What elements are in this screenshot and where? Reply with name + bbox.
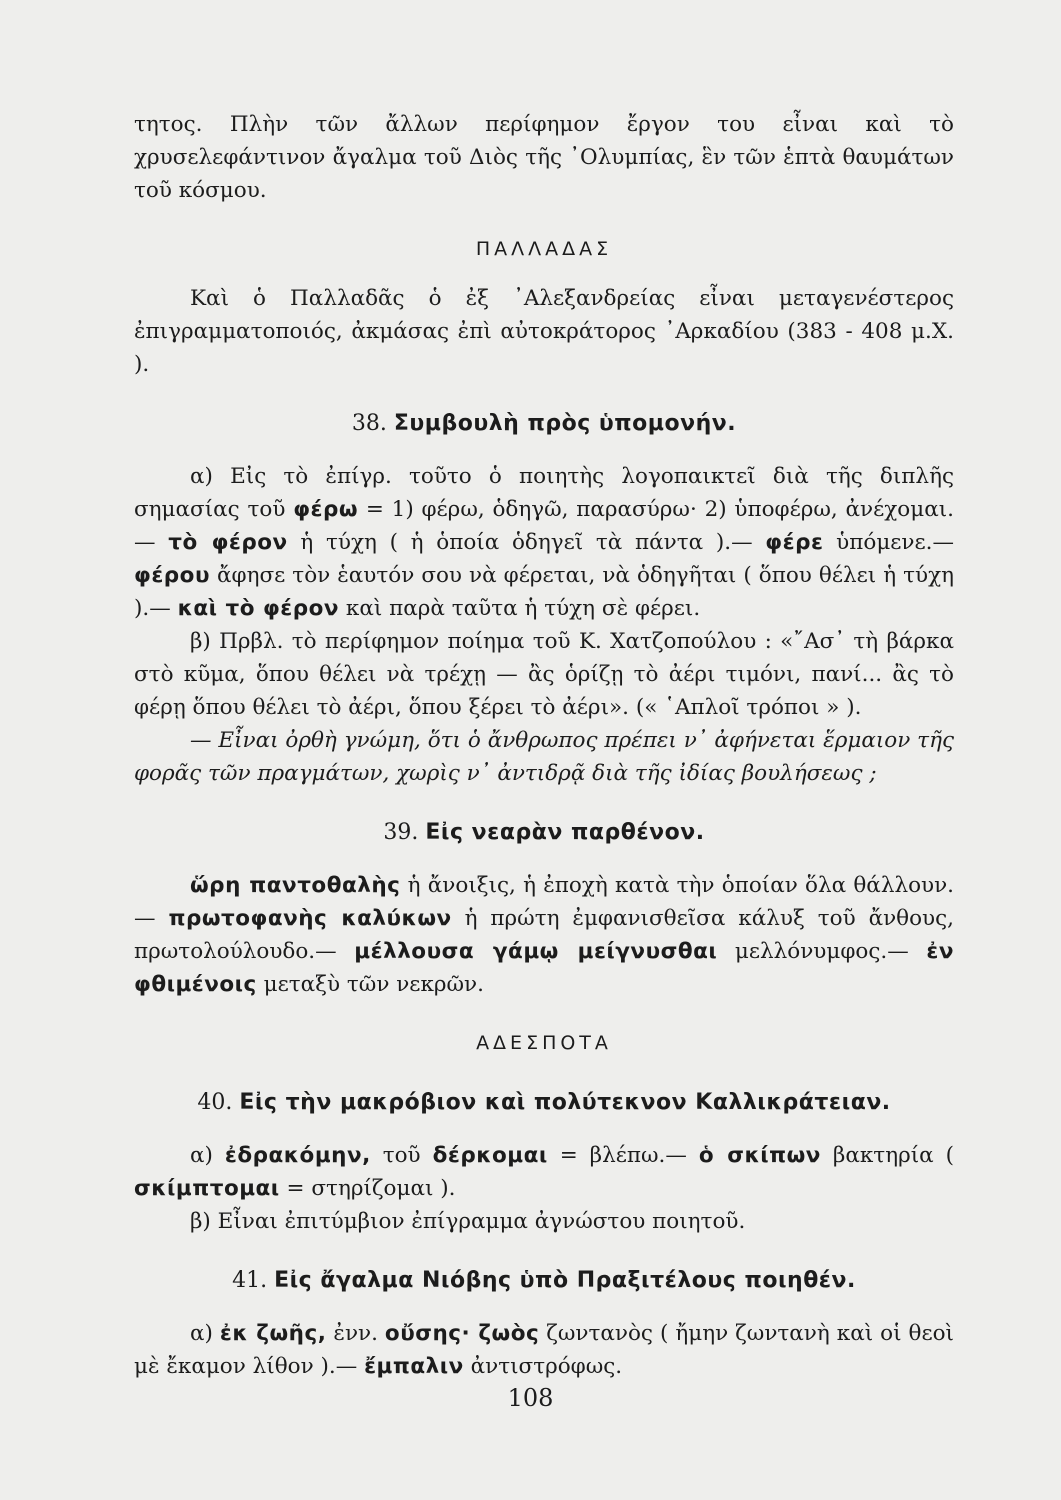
section-heading-adespota: ΑΔΕΣΠΟΤΑ — [476, 1032, 612, 1054]
note-text: ἀντιστρόφως. — [463, 1354, 623, 1379]
page-number: 108 — [507, 1384, 554, 1412]
epigram-38-title: Συμβουλὴ πρὸς ὑπομονήν. — [393, 411, 737, 436]
section-heading-pallada: ΠΑΛΛΑΔΑΣ — [475, 238, 613, 260]
note-text: βακτηρία ( — [820, 1143, 955, 1168]
lemma: δέρκομαι — [432, 1143, 548, 1168]
note-text: μεταξὺ τῶν νεκρῶν. — [256, 972, 484, 997]
epigram-41-title: Εἰς ἄγαλμα Νιόβης ὑπὸ Πραξιτέλους ποιηθέν. — [274, 1268, 856, 1293]
note-text: καὶ παρὰ ταῦτα ἡ τύχη σὲ φέρει. — [339, 596, 701, 621]
epigram-39-title: Εἰς νεαρὰν παρθένον. — [425, 820, 705, 845]
intro-paragraph: τητος. Πλὴν τῶν ἄλλων περίφημον ἔργον του εἶναι καὶ τὸ χρυσελεφάντινον ἄγαλμα τοῦ Διὸς τῆς ᾿Ολυμπίας, ἓν τῶν ἑπτὰ θαυμάτων τοῦ κόσμου. — [134, 112, 954, 203]
epigram-38-note-a — [134, 460, 954, 625]
epigram-38-note-b: β) Πρβλ. τὸ περίφημον ποίημα τοῦ Κ. Χατζοπούλου : «῎Ασ᾿ τὴ βάρκα στὸ κῦμα, ὅπου θέλει νὰ τρέχῃ — ἂς ὁρίζῃ τὸ ἀέρι τιμόνι, πανί... ἂς τὸ φέρῃ ὅπου θέλει τὸ ἀέρι, ὅπου ξέρει τὸ ἀέρι». (« ῾Απλοῖ τρόποι » ). — [134, 629, 954, 720]
epigram-41-note-a — [134, 1317, 954, 1383]
lemma: ἐδρακόμην, — [224, 1143, 371, 1168]
epigram-38-number: 38. — [351, 411, 387, 436]
lemma: φέρω — [293, 497, 359, 522]
epigram-40-heading — [134, 1086, 954, 1119]
lemma: φέρου — [134, 563, 210, 588]
lemma: ἐν φθιμένοις — [134, 939, 954, 997]
note-text: α) — [190, 1321, 220, 1346]
lemma: καὶ τὸ φέρον — [177, 596, 340, 621]
epigram-39-number: 39. — [383, 820, 419, 845]
lemma: οὔσης· ζωὸς — [384, 1321, 540, 1346]
epigram-40-note-a — [134, 1139, 954, 1205]
lemma: ὁ σκίπων — [698, 1143, 821, 1168]
note-text: = στηρίζομαι ). — [279, 1176, 456, 1201]
page-body — [134, 108, 954, 1383]
note-text: τοῦ — [370, 1143, 433, 1168]
note-text: α) Εἰς τὸ ἐπίγρ. τοῦτο ὁ ποιητὴς λογοπαικτεῖ διὰ τῆς διπλῆς σημασίας τοῦ — [134, 464, 954, 522]
epigram-41-number: 41. — [232, 1268, 268, 1293]
epigram-39-notes — [134, 869, 954, 1001]
epigram-40-note-b: β) Εἶναι ἐπιτύμβιον ἐπίγραμμα ἀγνώστου ποιητοῦ. — [190, 1209, 746, 1234]
note-text: ὑπόμενε.— — [823, 530, 954, 555]
epigram-38-question: — Εἶναι ὀρθὴ γνώμη, ὅτι ὁ ἄνθρωπος πρέπει ν᾿ ἀφήνεται ἕρμαιον τῆς φορᾶς τῶν πραγμάτων, χωρὶς ν᾿ ἀντιδρᾷ διὰ τῆς ἰδίας βουλήσεως ; — [134, 728, 954, 786]
note-text: = 1) φέρω, ὁδηγῶ, παρασύρω· 2) ὑποφέρω, ἀνέχομαι.— — [134, 497, 954, 555]
lemma: μέλλουσα γάμῳ μείγνυσθαι — [354, 939, 718, 964]
note-text: ζωντανὸς ( ἤμην ζωντανὴ καὶ οἱ θεοὶ μὲ ἔκαμον λίθον ).— — [134, 1321, 954, 1379]
lemma: ὥρη παντοθαλὴς — [190, 873, 401, 898]
note-text: ἡ πρώτη ἐμφανισθεῖσα κάλυξ τοῦ ἄνθους, πρωτολούλουδο.— — [134, 906, 954, 964]
epigram-41-heading — [134, 1264, 954, 1297]
note-text: α) — [190, 1143, 225, 1168]
lemma: πρωτοφανὴς καλύκων — [168, 906, 452, 931]
lemma: ἔμπαλιν — [364, 1354, 464, 1379]
note-text: ἡ ἄνοιξις, ἡ ἐποχὴ κατὰ τὴν ὁποίαν ὅλα θάλλουν.— — [134, 873, 954, 931]
epigram-40-title: Εἰς τὴν μακρόβιον καὶ πολύτεκνον Καλλικράτειαν. — [239, 1090, 891, 1115]
lemma: τὸ φέρον — [168, 530, 288, 555]
note-text: μελλόνυμφος.— — [717, 939, 927, 964]
note-text: ἡ τύχη ( ἡ ὁποία ὁδηγεῖ τὰ πάντα ).— — [287, 530, 766, 555]
epigram-40-number: 40. — [197, 1090, 233, 1115]
pallada-bio: Καὶ ὁ Παλλαδᾶς ὁ ἐξ ᾿Αλεξανδρείας εἶναι μεταγενέστερος ἐπιγραμματοποιός, ἀκμάσας ἐπὶ αὐτοκράτορος ᾿Αρκαδίου (383 - 408 μ.Χ. ). — [134, 286, 954, 377]
lemma: ἐκ ζωῆς, — [219, 1321, 327, 1346]
lemma: φέρε — [765, 530, 824, 555]
lemma: σκίμπτομαι — [134, 1176, 280, 1201]
epigram-39-heading — [134, 816, 954, 849]
note-text: = βλέπω.— — [547, 1143, 699, 1168]
note-text: ἐνν. — [326, 1321, 385, 1346]
epigram-38-heading — [134, 407, 954, 440]
note-text: ἄφησε τὸν ἑαυτόν σου νὰ φέρεται, νὰ ὁδηγῆται ( ὅπου θέλει ἡ τύχη ).— — [134, 563, 954, 621]
